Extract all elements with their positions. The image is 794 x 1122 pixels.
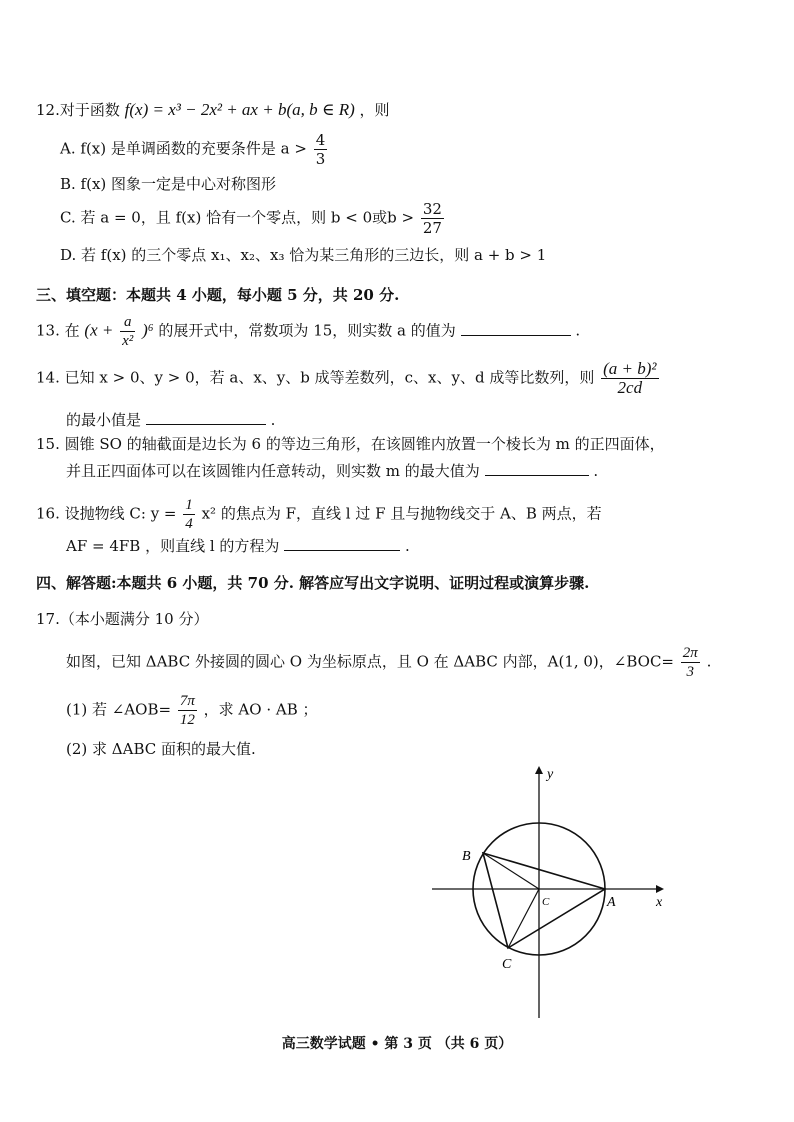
q17-figure bbox=[420, 760, 680, 1020]
q16-end: . bbox=[404, 537, 410, 555]
q16-answer-blank[interactable] bbox=[284, 549, 400, 551]
q12-option-b: B. f(x) 图象一定是中心对称图形 bbox=[60, 175, 277, 193]
section-3-heading: 三、填空题：本题共 4 小题，每小题 5 分，共 20 分. bbox=[36, 286, 400, 304]
q15-line2 bbox=[66, 461, 598, 481]
y-axis-arrow bbox=[535, 766, 543, 774]
page-footer: 高三数学试题 • 第 3 页 （共 6 页） bbox=[281, 1036, 513, 1052]
q12-option-a-text: f(x) 是单调函数的充要条件是 a > bbox=[80, 139, 307, 158]
x-axis-arrow bbox=[656, 885, 664, 893]
q12-function: f(x) = x³ − 2x² + ax + b(a, b ∈ R) bbox=[124, 100, 355, 119]
fraction-denominator: 2cd bbox=[617, 378, 643, 397]
q15-answer-blank[interactable] bbox=[485, 474, 589, 476]
fraction-numerator: 4 bbox=[315, 131, 326, 149]
q16-line2 bbox=[66, 536, 410, 556]
q16-fraction bbox=[183, 496, 195, 533]
q13-expr-open: (x + bbox=[84, 320, 114, 340]
q12-suffix: ，则 bbox=[359, 101, 390, 119]
fraction-denominator: 12 bbox=[179, 712, 195, 728]
q12-option-d: D. 若 f(x) 的三个零点 x₁、x₂、x₃ 恰为某三角形的三边长，则 a + b > 1 bbox=[60, 246, 547, 264]
fraction-numerator: 32 bbox=[422, 200, 442, 218]
fraction-numerator: (a + b)² bbox=[603, 359, 657, 378]
fraction-numerator: 1 bbox=[185, 497, 193, 513]
q17-part2: (2) 求 ΔABC 面积的最大值. bbox=[66, 740, 256, 758]
q12-option-a bbox=[60, 131, 329, 168]
fraction-denominator: 3 bbox=[686, 664, 695, 680]
fraction-denominator: x² bbox=[122, 333, 134, 349]
q13-end: . bbox=[575, 321, 581, 340]
q13-text: 的展开式中，常数项为 15，则实数 a 的值为 bbox=[158, 321, 456, 340]
q16-prefix: 16. 设抛物线 C: y = bbox=[36, 504, 177, 523]
q17-part1-fraction bbox=[178, 692, 197, 729]
q17-heading: 17.（本小题满分 10 分） bbox=[36, 610, 209, 628]
q17-intro-text: 如图，已知 ΔABC 外接圆的圆心 O 为坐标原点，且 O 在 ΔABC 内部，A(1, 0)，∠BOC= bbox=[66, 652, 675, 671]
fraction-denominator: 3 bbox=[315, 150, 326, 168]
fraction-numerator: 2π bbox=[682, 645, 698, 661]
q13-prefix: 13. 在 bbox=[36, 321, 80, 340]
q17-intro-fraction bbox=[681, 644, 700, 681]
q14-line2 bbox=[66, 410, 275, 430]
q15-line1: 15. 圆锥 SO 的轴截面是边长为 6 的等边三角形，在该圆锥内放置一个棱长为 m 的正四面体， bbox=[36, 435, 665, 453]
q12-option-c-text: C. 若 a = 0，且 f(x) 恰有一个零点，则 b < 0或b > bbox=[60, 208, 415, 227]
q13-fraction bbox=[120, 313, 135, 350]
q16-text: x² 的焦点为 F，直线 l 过 F 且与抛物线交于 A、B 两点，若 bbox=[201, 504, 602, 523]
q13-expr-close: )⁶ bbox=[142, 320, 154, 340]
q16-line1 bbox=[36, 496, 602, 533]
label-b: B bbox=[462, 849, 471, 864]
fraction-numerator: a bbox=[120, 313, 135, 332]
q17-part1-text: ，求 AO · AB ； bbox=[203, 700, 318, 719]
fraction-denominator: 4 bbox=[185, 516, 193, 532]
q13 bbox=[36, 313, 580, 350]
q12-option-a-fraction bbox=[314, 131, 328, 168]
q17-intro bbox=[66, 644, 711, 681]
section-4-heading: 四、解答题:本题共 6 小题，共 70 分. 解答应写出文字说明、证明过程或演算步骤. bbox=[36, 574, 590, 592]
fraction-numerator: 7π bbox=[179, 693, 195, 709]
q12-stem bbox=[36, 100, 390, 120]
label-y: y bbox=[547, 767, 554, 782]
q14-line1 bbox=[36, 360, 661, 397]
q12-option-c-fraction bbox=[421, 200, 444, 237]
q12-option-c bbox=[60, 200, 446, 237]
q12-number: 12.对于函数 bbox=[36, 101, 120, 119]
q17-part1 bbox=[66, 692, 317, 729]
q15-line2-text: 并且正四面体可以在该圆锥内任意转动，则实数 m 的最大值为 bbox=[66, 462, 480, 480]
label-origin: C bbox=[542, 896, 550, 908]
q14-end: . bbox=[270, 411, 276, 429]
q14-line2-text: 的最小值是 bbox=[66, 411, 142, 429]
q15-end: . bbox=[593, 462, 599, 480]
q14-fraction bbox=[601, 360, 658, 397]
label-a: A bbox=[607, 895, 616, 910]
fraction-denominator: 27 bbox=[422, 219, 442, 237]
q14-text: 14. 已知 x > 0、y > 0，若 a、x、y、b 成等差数列，c、x、y、d 成等比数列，则 bbox=[36, 368, 595, 387]
q12-option-a-letter: A. bbox=[60, 139, 76, 158]
q17-intro-end: . bbox=[706, 652, 712, 671]
q16-line2-text: AF = 4FB ，则直线 l 的方程为 bbox=[66, 537, 280, 555]
label-x: x bbox=[656, 895, 663, 910]
label-c: C bbox=[502, 957, 512, 972]
q17-part1-prefix: (1) 若 ∠AOB= bbox=[66, 700, 172, 719]
q13-answer-blank[interactable] bbox=[461, 334, 571, 336]
q14-answer-blank[interactable] bbox=[146, 423, 266, 425]
